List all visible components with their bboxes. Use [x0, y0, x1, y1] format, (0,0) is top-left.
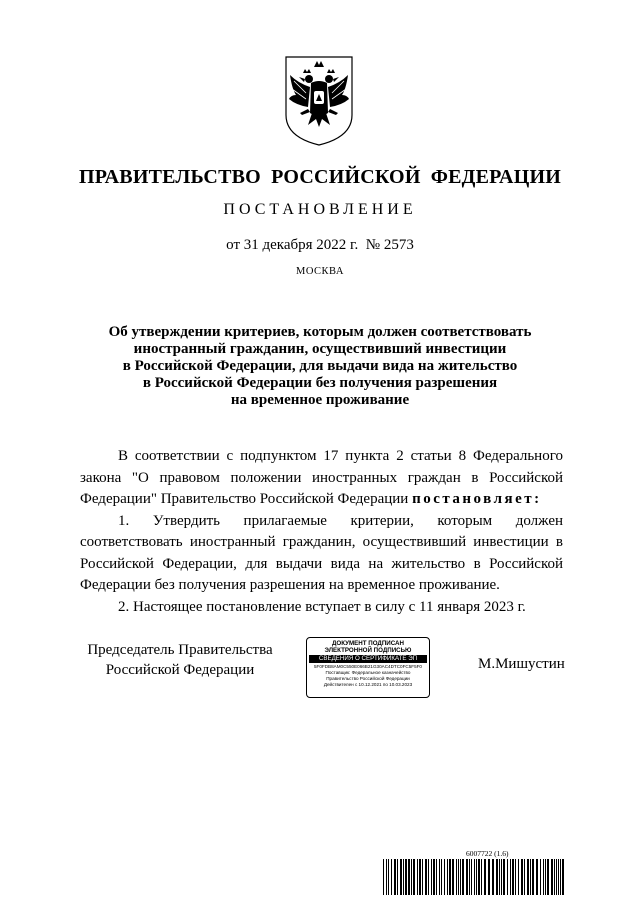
document-type: ПОСТАНОВЛЕНИЕ — [223, 201, 417, 218]
barcode-number: 6007722 (1.6) — [466, 849, 509, 858]
signatory-position-line: Российской Федерации — [105, 662, 255, 678]
electronic-signature-stamp — [306, 637, 430, 698]
signatory-position — [80, 640, 280, 680]
city-name: МОСКВА — [296, 266, 344, 277]
stamp-line: ДОКУМЕНТ ПОДПИСАН — [332, 640, 404, 647]
stamp-certificate-bar: СВЕДЕНИЯ О СЕРТИФИКАТЕ ЭП — [309, 655, 427, 663]
document-date-number: от 31 декабря 2022 г. № 2573 — [226, 237, 414, 253]
preamble-paragraph — [80, 446, 563, 511]
clause-2-paragraph: 2. Настоящее постановление вступает в силу с 11 января 2023 г. — [118, 598, 526, 615]
clause-1-paragraph: 1. Утвердить прилагаемые критерии, которым должен соответствовать иностранный гражданин, осуществивший инвестиции в Российской Федерации, для выдачи вида на жительство в Российской Федерации без получения разрешения на временное проживание. — [80, 512, 563, 593]
stamp-serial: 5F0FDB8AM0C550E066B21G30AC4DTC0FC5F5F0 — [313, 664, 422, 669]
heading-line: Об утверждении критериев, которым должен соответствовать — [108, 324, 532, 340]
preamble-text: В соответствии с подпунктом 17 пункта 2 статьи 8 Федерального закона "О правовом положении иностранных граждан в Российской Федерации" Правительство Российской Федерации — [80, 448, 563, 507]
stamp-owner: Правительство Российской Федерации — [326, 676, 410, 681]
heading-line: иностранный гражданин, осуществивший инвестиции — [133, 341, 507, 357]
stamp-line: ЭЛЕКТРОННОЙ ПОДПИСЬЮ — [324, 647, 412, 654]
heading-line: в Российской Федерации, для выдачи вида на жительство — [122, 358, 518, 374]
coat-of-arms-icon — [284, 55, 354, 147]
government-title: ПРАВИТЕЛЬСТВО РОССИЙСКОЙ ФЕДЕРАЦИИ — [79, 166, 561, 188]
stamp-issuer: Поставщик: Федеральное казначейство — [325, 670, 411, 675]
signatory-name: М.Мишустин — [478, 656, 565, 672]
barcode-icon — [383, 859, 565, 900]
document-body — [80, 446, 563, 618]
signatory-position-line: Председатель Правительства — [87, 642, 273, 658]
stamp-validity: Действителен с 10.12.2021 по 10.03.2023 — [323, 682, 413, 687]
heading-line: на временное проживание — [230, 392, 410, 408]
decree-word: постановляет: — [412, 491, 542, 507]
heading-line: в Российской Федерации без получения разрешения — [142, 375, 498, 391]
document-heading — [80, 324, 560, 409]
